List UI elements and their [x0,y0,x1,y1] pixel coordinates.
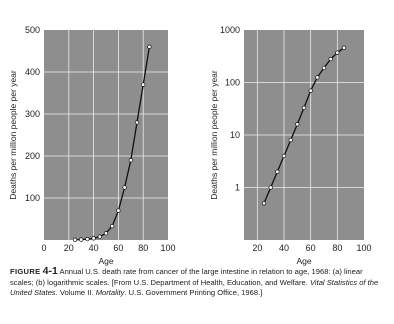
panel-a-y-axis-title: Deaths per million people per year [8,70,18,200]
panel-b-x-axis-title: Age [296,256,312,266]
caption-linear-label: linear scales [10,267,363,287]
panel-a-data-point [73,238,77,242]
panel-b-y-axis-title: Deaths per million people per year [209,70,219,200]
panel-a-data-point [104,231,108,235]
caption-volume-title: Mortality [95,288,125,297]
caption-figure-label: FIGURE [10,267,41,276]
panel-a-x-axis-title: Age [98,256,114,266]
panel-a-data-point [135,121,139,125]
caption-text: . Volume II. [55,288,96,297]
panel-b-x-tick-label: 20 [252,243,263,253]
panel-b-data-point [269,186,273,190]
panel-a-plot-area [44,30,168,240]
panel-b-x-tick-label: 100 [356,243,372,253]
panel-b-x-tick-label: 80 [332,243,343,253]
panel-a-data-point [98,235,102,239]
panel-b-data-point [289,138,293,142]
panel-b-data-point [322,66,326,70]
panel-b-data-point [276,170,280,174]
panel-b-y-tick-label: 1000 [219,25,240,35]
panel-a-x-tick-label: 20 [63,243,74,253]
panel-a-y-tick-label: 500 [24,25,40,35]
panel-b-y-tick-label: 10 [229,130,240,140]
caption-text: . [From U.S. Department of Health, Education, and Welfare. [107,277,310,287]
panel-a-data-point [123,186,127,190]
panel-b-data-point [282,154,286,158]
panel-a-data-point [129,158,133,162]
panel-b-x-tick-label: 60 [305,243,316,253]
panel-a-y-tick-label: 300 [24,109,40,119]
panel-b-data-point [329,57,333,61]
panel-a-y-tick-label: 100 [24,193,40,203]
caption-figure-number: 4-1 [42,265,58,277]
panel-b-data-point [262,202,266,206]
panel-a-y-tick-label: 200 [24,151,40,161]
caption-text: ; (b) [31,277,48,287]
panel-b-data-point [336,51,340,55]
panel-a-data-point [117,209,121,213]
panel-b-y-tick-label: 1 [234,182,240,193]
panel-b-data-point [302,106,306,110]
panel-b-data-point [342,46,346,50]
caption-source-title: Vital Statistics of the United States [10,277,379,297]
panel-a-data-point [141,83,145,87]
panel-a-data-point [92,237,96,241]
caption-text: Annual U.S. death rate from cancer of the large intestine in relation to age, 1968: (a) [59,267,345,276]
panel-a-x-tick-label: 60 [113,243,124,253]
panel-a-data-point [79,238,83,242]
panel-b-y-tick-label: 100 [224,77,240,88]
panel-a-x-tick-label: 80 [138,243,149,253]
panel-a-x-tick-label: 100 [160,243,176,253]
panel-a-data-point [148,45,152,49]
panel-b-data-point [296,122,300,126]
panel-b-x-tick-label: 40 [278,243,290,253]
caption-text: . U.S. Government Printing Office, 1968.] [124,288,263,297]
panel-b-data-point [309,89,313,93]
panel-a-x-tick-label: 0 [41,243,47,253]
panel-b-data-point [316,76,320,80]
panel-a-x-tick-label: 40 [88,243,99,253]
figure-caption [10,266,386,299]
panel-a-y-tick-label: 400 [24,67,40,77]
caption-log-label: logarithmic scales [47,277,108,287]
panel-a-data-point [110,224,114,228]
panel-a-data-point [86,237,90,241]
